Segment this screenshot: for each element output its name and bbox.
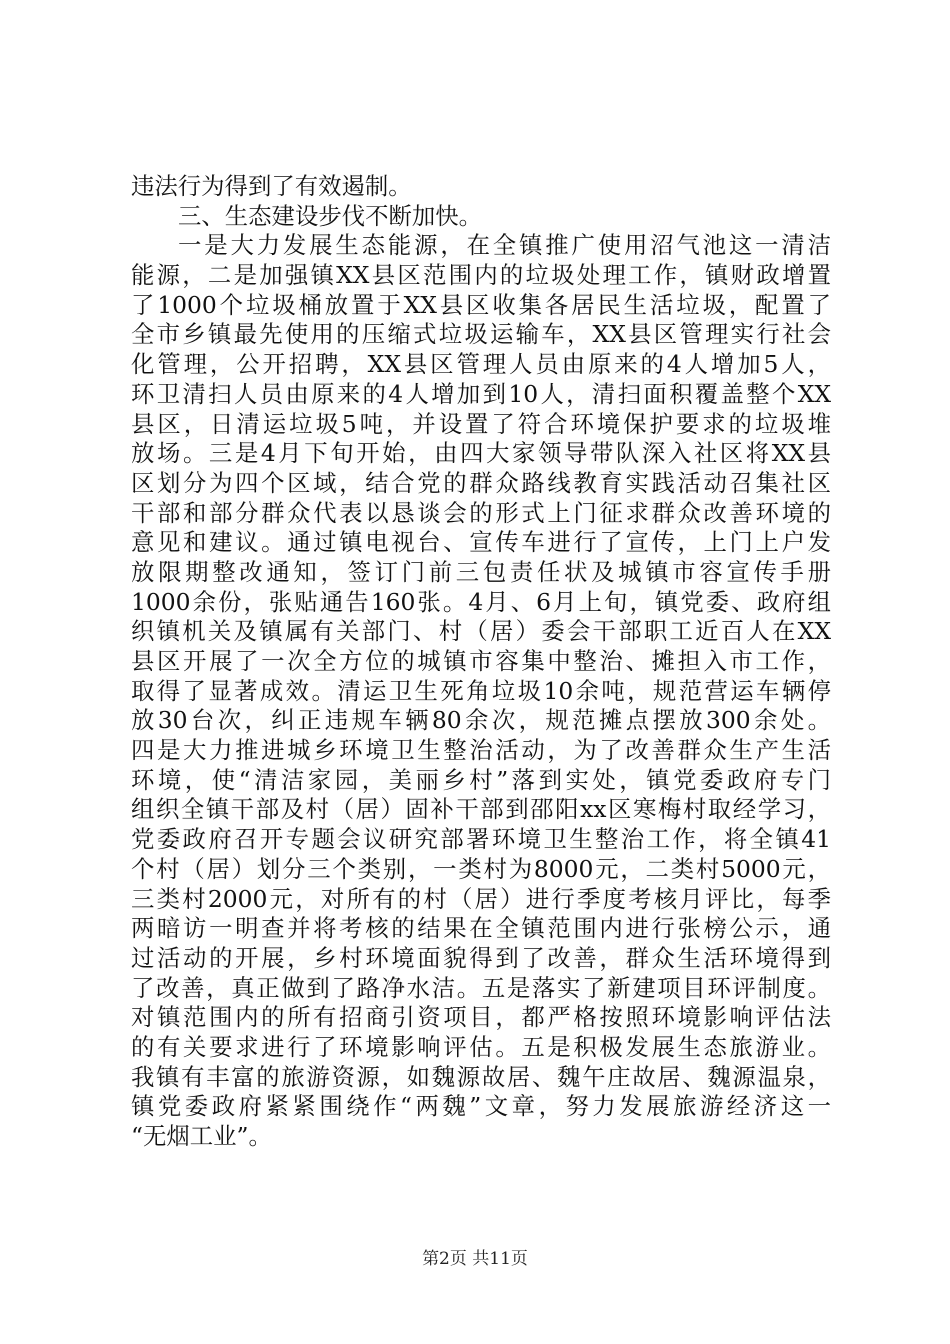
body-line: 织镇机关及镇属有关部门、村（居）委会干部职工近百人在XX: [131, 617, 831, 646]
section-heading: 三、生态建设步伐不断加快。: [178, 201, 483, 230]
body-line: 违法行为得到了有效遏制。: [131, 172, 412, 200]
body-line: 县区开展了一次全方位的城镇市容集中整治、摊担入市工作，: [131, 647, 831, 675]
body-line: 放限期整改通知，签订门前三包责任状及城镇市容宣传手册: [131, 557, 831, 586]
body-line: 过活动的开展，乡村环境面貌得到了改善，群众生活环境得到: [131, 943, 831, 972]
body-line: 的有关要求进行了环境影响评估。五是积极发展生态旅游业。: [131, 1032, 831, 1061]
body-line: 县区，日清运垃圾5吨，并设置了符合环境保护要求的垃圾堆: [131, 409, 831, 438]
body-line: 组织全镇干部及村（居）固补干部到邵阳xx区寒梅村取经学习，: [131, 795, 831, 824]
body-line: 镇党委政府紧紧围绕作“两魏”文章，努力发展旅游经济这一: [131, 1092, 831, 1121]
body-line: 我镇有丰富的旅游资源，如魏源故居、魏午庄故居、魏源温泉，: [131, 1062, 831, 1091]
body-line: 了1000个垃圾桶放置于XX县区收集各居民生活垃圾，配置了: [131, 290, 831, 319]
body-line: 两暗访一明查并将考核的结果在全镇范围内进行张榜公示，通: [131, 914, 831, 943]
body-line: 个村（居）划分三个类别，一类村为8000元，二类村5000元，: [131, 854, 831, 883]
body-line: 放30台次，纠正违规车辆80余次，规范摊点摆放300余处。: [131, 706, 831, 735]
body-line: 了改善，真正做到了路净水洁。五是落实了新建项目环评制度。: [131, 973, 831, 1002]
page-number-footer: 第2页 共11页: [422, 1249, 528, 1269]
body-line: 1000余份，张贴通告160张。4月、6月上旬，镇党委、政府组: [131, 587, 831, 616]
body-line: 环境，使“清洁家园，美丽乡村”落到实处，镇党委政府专门: [131, 765, 831, 794]
body-line: 党委政府召开专题会议研究部署环境卫生整治工作，将全镇41: [131, 825, 831, 854]
body-line: 三类村2000元，对所有的村（居）进行季度考核月评比，每季: [131, 884, 831, 913]
document-body: [131, 172, 831, 1152]
body-line: 四是大力推进城乡环境卫生整治活动，为了改善群众生产生活: [131, 736, 831, 765]
body-line: 区划分为四个区域，结合党的群众路线教育实践活动召集社区: [131, 468, 831, 497]
body-line: 放场。三是4月下旬开始，由四大家领导带队深入社区将XX县: [131, 439, 831, 468]
body-line: 意见和建议。通过镇电视台、宣传车进行了宣传，上门上户发: [131, 528, 831, 557]
body-line: 全市乡镇最先使用的压缩式垃圾运输车，XX县区管理实行社会: [131, 320, 831, 349]
body-line: 一是大力发展生态能源，在全镇推广使用沼气池这一清洁: [178, 231, 831, 260]
body-line: 对镇范围内的所有招商引资项目，都严格按照环境影响评估法: [131, 1003, 831, 1032]
body-line: 干部和部分群众代表以恳谈会的形式上门征求群众改善环境的: [131, 498, 831, 527]
body-line: 能源，二是加强镇XX县区范围内的垃圾处理工作，镇财政增置: [131, 261, 831, 290]
body-line: 化管理，公开招聘，XX县区管理人员由原来的4人增加5人，: [131, 350, 831, 379]
body-line: “无烟工业”。: [131, 1122, 272, 1150]
body-line: 环卫清扫人员由原来的4人增加到10人，清扫面积覆盖整个XX: [131, 379, 831, 408]
body-line: 取得了显著成效。清运卫生死角垃圾10余吨，规范营运车辆停: [131, 676, 831, 705]
